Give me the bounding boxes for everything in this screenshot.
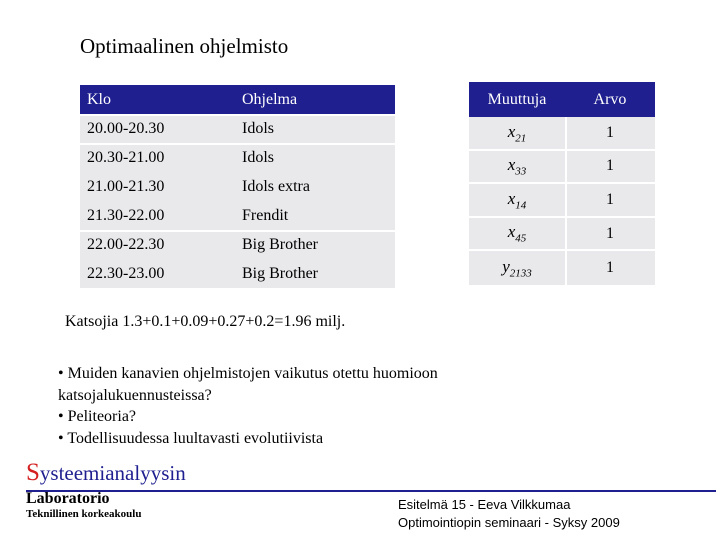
schedule-time: 22.00-22.30	[87, 235, 165, 253]
variable-row	[469, 184, 655, 218]
variable-name	[469, 189, 565, 211]
notes-list	[58, 363, 528, 449]
variable-symbol: x	[507, 155, 516, 175]
schedule-program: Big Brother	[242, 264, 318, 282]
schedule-row	[80, 114, 395, 143]
schedule-program: Idols	[242, 148, 274, 166]
logo-lab: Laboratorio	[26, 490, 110, 507]
footer-line: Esitelmä 15 - Eeva Vilkkumaa	[398, 497, 571, 512]
variable-value: 1	[606, 190, 614, 208]
variable-name	[469, 222, 565, 244]
variable-body	[469, 117, 655, 285]
schedule-row	[80, 230, 395, 259]
schedule-time: 21.00-21.30	[87, 177, 165, 195]
variable-header-name: Muuttuja	[487, 90, 547, 108]
department-logo	[26, 459, 186, 520]
schedule-row	[80, 143, 395, 172]
schedule-row	[80, 259, 395, 288]
variable-index: 2133	[509, 267, 532, 280]
note-line: • Todellisuudessa luultavasti evolutiivista	[58, 429, 324, 447]
variable-row	[469, 218, 655, 252]
slide-title: Optimaalinen ohjelmisto	[80, 34, 289, 58]
logo-initial: S	[26, 459, 40, 486]
schedule-program: Frendit	[242, 206, 289, 224]
schedule-header-time: Klo	[87, 90, 111, 108]
viewer-total: Katsojia 1.3+0.1+0.09+0.27+0.2=1.96 milj.	[65, 313, 346, 330]
variable-symbol: x	[507, 188, 516, 208]
logo-wordmark	[26, 460, 186, 486]
logo-rule	[26, 490, 716, 492]
variable-name	[469, 122, 565, 144]
schedule-time: 21.30-22.00	[87, 206, 165, 224]
variable-value: 1	[606, 157, 614, 175]
variable-table	[469, 82, 655, 285]
variable-index: 14	[515, 199, 527, 212]
variable-row	[469, 151, 655, 185]
variable-value: 1	[606, 259, 614, 277]
variable-index: 33	[515, 165, 527, 178]
schedule-program: Idols extra	[242, 177, 310, 195]
schedule-row	[80, 172, 395, 201]
footer-line: Optimointiopin seminaari - Syksy 2009	[398, 515, 620, 530]
schedule-header-row	[80, 85, 395, 114]
schedule-program: Idols	[242, 119, 274, 137]
variable-name	[469, 257, 565, 279]
schedule-time: 20.00-20.30	[87, 119, 165, 137]
variable-value: 1	[606, 224, 614, 242]
variable-symbol: x	[507, 121, 516, 141]
schedule-table	[80, 85, 395, 288]
variable-row	[469, 251, 655, 285]
variable-value: 1	[606, 123, 614, 141]
logo-name-rest: ysteemianalyysin	[39, 461, 186, 485]
note-line: • Muiden kanavien ohjelmistojen vaikutus otettu huomioon	[58, 365, 438, 382]
row-separator	[80, 114, 395, 116]
variable-row	[469, 117, 655, 151]
note-line: katsojalukuennusteissa?	[58, 386, 212, 404]
row-separator	[80, 143, 395, 145]
schedule-row	[80, 201, 395, 230]
schedule-time: 20.30-21.00	[87, 148, 165, 166]
slide-footer	[398, 496, 620, 532]
variable-index: 45	[515, 232, 527, 245]
row-separator	[80, 230, 395, 232]
column-divider	[565, 117, 567, 285]
schedule-header-program: Ohjelma	[242, 90, 298, 108]
logo-university: Teknillinen korkeakoulu	[26, 508, 142, 520]
schedule-program: Big Brother	[242, 235, 318, 253]
variable-symbol: y	[502, 256, 510, 276]
variable-header-row	[469, 82, 655, 117]
schedule-time: 22.30-23.00	[87, 264, 165, 282]
variable-name	[469, 155, 565, 177]
variable-index: 21	[515, 131, 527, 144]
variable-symbol: x	[507, 222, 516, 242]
variable-header-value: Arvo	[593, 90, 627, 108]
note-line: • Peliteoria?	[58, 408, 137, 425]
